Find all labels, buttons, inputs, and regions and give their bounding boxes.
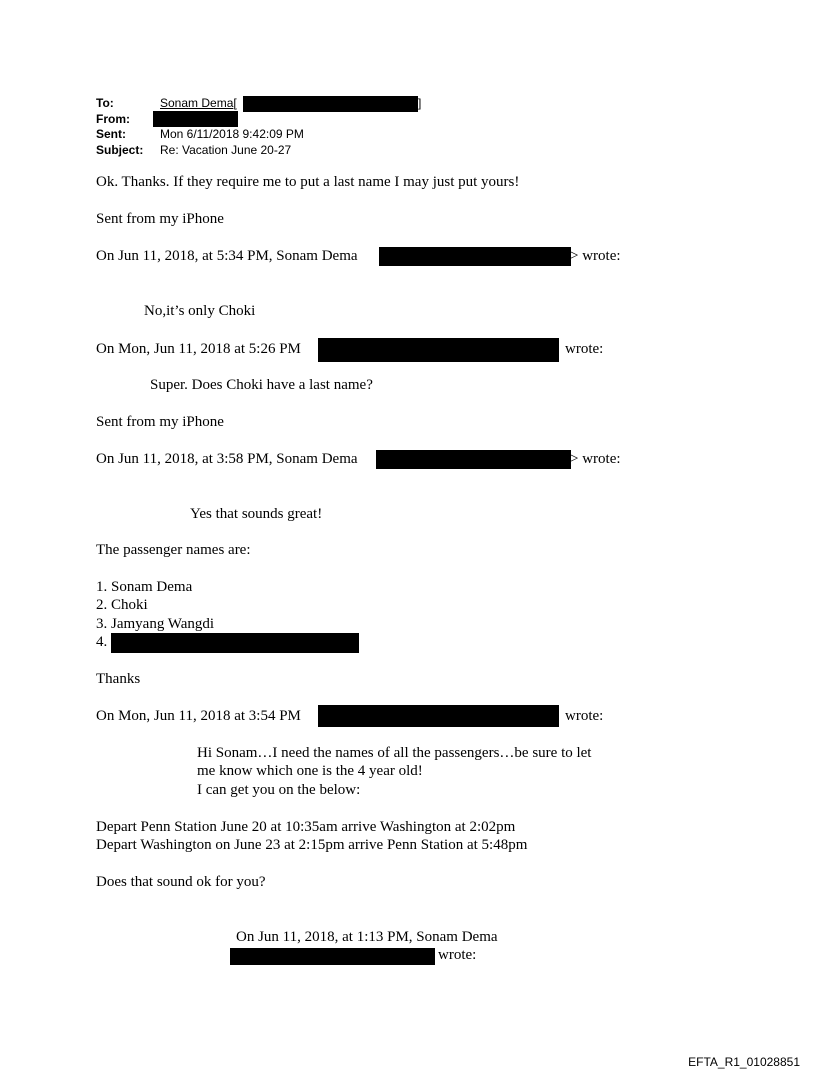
passenger-item: 2. Choki — [96, 597, 148, 613]
passenger-item: 3. Jamyang Wangdi — [96, 616, 215, 632]
quote-header: On Jun 11, 2018, at 3:58 PM, Sonam Dema — [96, 451, 358, 467]
message-text: Ok. Thanks. If they require me to put a last name I may just put yours! — [96, 174, 520, 190]
message-text: Thanks — [96, 671, 141, 687]
itinerary-line: Depart Penn Station June 20 at 10:35am arrive Washington at 2:02pm — [96, 819, 516, 835]
quote-header: On Jun 11, 2018, at 1:13 PM, Sonam Dema — [236, 929, 498, 945]
signature: Sent from my iPhone — [96, 414, 224, 430]
redaction-to-email — [243, 96, 418, 112]
quote-header: On Mon, Jun 11, 2018 at 3:54 PM — [96, 708, 301, 724]
redaction-email — [376, 450, 571, 469]
to-value: Sonam Dema[ — [160, 96, 237, 110]
quote-header-end: wrote: — [565, 708, 604, 724]
redaction-email — [318, 338, 559, 362]
passenger-item: 1. Sonam Dema — [96, 579, 193, 595]
message-text: Yes that sounds great! — [190, 506, 323, 522]
message-text: me know which one is the 4 year old! — [197, 763, 423, 779]
message-text: No,it’s only Choki — [144, 303, 256, 319]
quote-header-end: > wrote: — [570, 451, 621, 467]
quote-header-end: wrote: — [438, 947, 477, 963]
redaction-passenger — [111, 633, 359, 653]
quote-header-end: wrote: — [565, 341, 604, 357]
redaction-from — [153, 111, 238, 127]
from-label: From: — [96, 112, 130, 126]
itinerary-line: Depart Washington on June 23 at 2:15pm arrive Penn Station at 5:48pm — [96, 837, 528, 853]
to-bracket-close: ] — [418, 96, 422, 110]
quote-header-end: > wrote: — [570, 248, 621, 264]
signature: Sent from my iPhone — [96, 211, 224, 227]
redaction-email — [318, 705, 559, 727]
message-text: I can get you on the below: — [197, 782, 361, 798]
subject-label: Subject: — [96, 143, 144, 157]
redaction-email — [230, 948, 435, 965]
quote-header: On Mon, Jun 11, 2018 at 5:26 PM — [96, 341, 301, 357]
sent-value: Mon 6/11/2018 9:42:09 PM — [160, 127, 304, 141]
to-label: To: — [96, 96, 114, 110]
sent-label: Sent: — [96, 127, 126, 141]
message-text: Super. Does Choki have a last name? — [150, 377, 373, 393]
message-text: Does that sound ok for you? — [96, 874, 266, 890]
subject-value: Re: Vacation June 20-27 — [160, 143, 292, 157]
document-id: EFTA_R1_01028851 — [688, 1055, 800, 1069]
message-text: The passenger names are: — [96, 542, 251, 558]
passenger-item: 4. — [96, 634, 108, 650]
redaction-email — [379, 247, 571, 266]
quote-header: On Jun 11, 2018, at 5:34 PM, Sonam Dema — [96, 248, 358, 264]
message-text: Hi Sonam…I need the names of all the passengers…be sure to let — [197, 745, 592, 761]
